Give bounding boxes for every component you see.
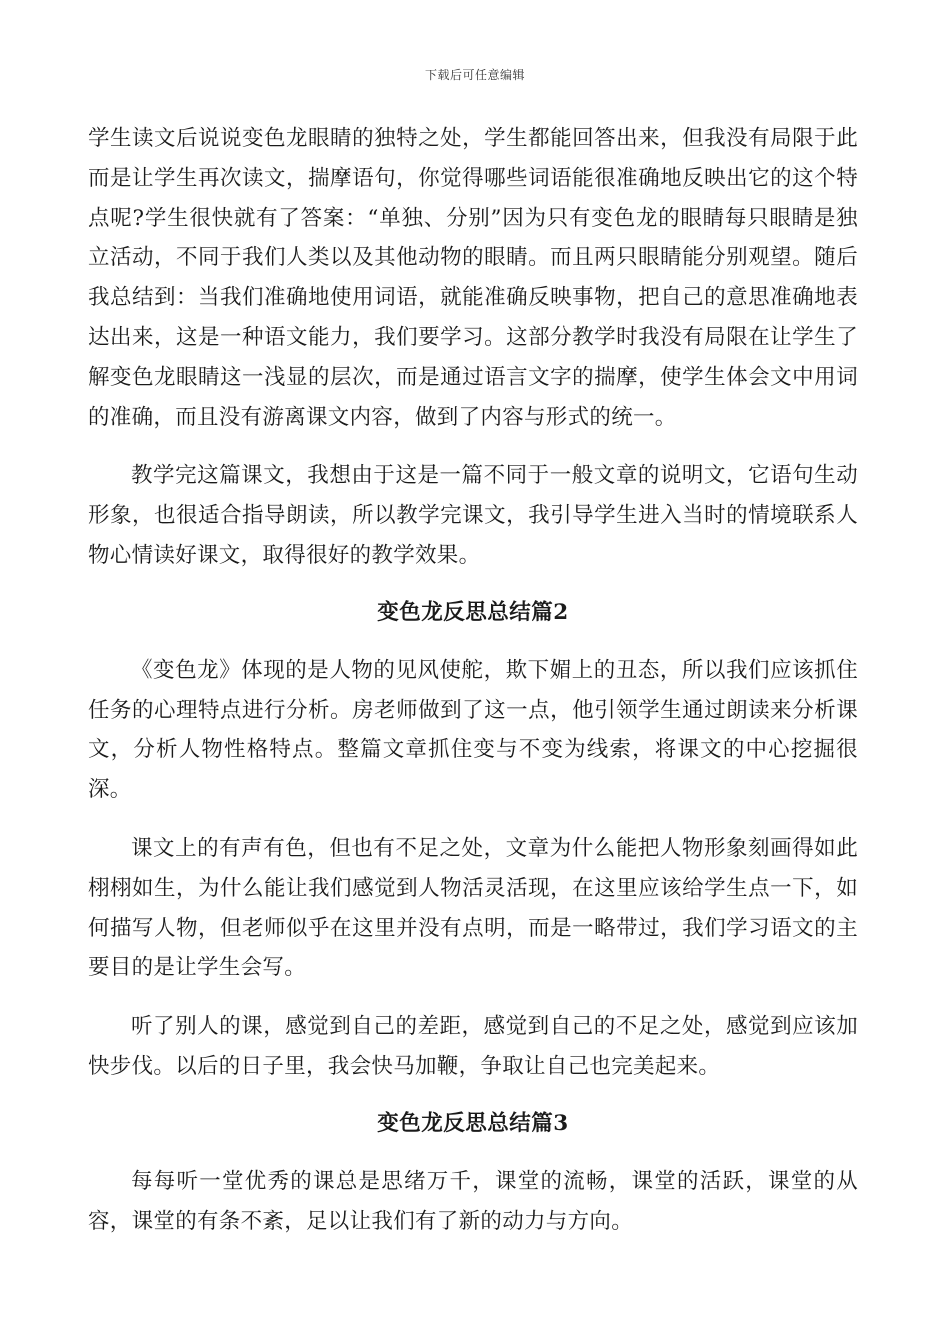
- body-paragraph: 教学完这篇课文，我想由于这是一篇不同于一般文章的说明文，它语句生动形象，也很适合指导朗读，所以教学完课文，我引导学生进入当时的情境联系人物心情读好课文，取得很好的教学效果。: [88, 463, 858, 568]
- section-heading: 变色龙反思总结篇3: [377, 1110, 569, 1136]
- page-header: 下载后可任意编辑: [424, 68, 525, 82]
- document-body: [88, 119, 858, 1260]
- body-paragraph: 《变色龙》体现的是人物的见风使舵，欺下媚上的丑态，所以我们应该抓住任务的心理特点进行分析。房老师做到了这一点，他引领学生通过朗读来分析课文，分析人物性格特点。整篇文章抓住变与不变为线索，将课文的中心挖掘很深。: [88, 657, 858, 803]
- body-paragraph: 课文上的有声有色，但也有不足之处，文章为什么能把人物形象刻画得如此栩栩如生，为什么能让我们感觉到人物活灵活现，在这里应该给学生点一下，如何描写人物，但老师似乎在这里并没有点明，而是一略带过，我们学习语文的主要目的是让学生会写。: [88, 835, 858, 981]
- body-paragraph: 学生读文后说说变色龙眼睛的独特之处，学生都能回答出来，但我没有局限于此而是让学生再次读文，揣摩语句，你觉得哪些词语能很准确地反映出它的这个特点呢?学生很快就有了答案：“单独、分别”因为只有变色龙的眼睛每只眼睛是独立活动，不同于我们人类以及其他动物的眼睛。而且两只眼睛能分别观望。随后我总结到：当我们准确地使用词语，就能准确反映事物，把自己的意思准确地表达出来，这是一种语文能力，我们要学习。这部分教学时我没有局限在让学生了解变色龙眼睛这一浅显的层次，而是通过语言文字的揣摩，使学生体会文中用词的准确，而且没有游离课文内容，做到了内容与形式的统一。: [88, 126, 858, 430]
- body-paragraph: 听了别人的课，感觉到自己的差距，感觉到自己的不足之处，感觉到应该加快步伐。以后的日子里，我会快马加鞭，争取让自己也完美起来。: [88, 1014, 858, 1079]
- section-heading: 变色龙反思总结篇2: [377, 599, 569, 625]
- body-paragraph: 每每听一堂优秀的课总是思绪万千，课堂的流畅，课堂的活跃，课堂的从容，课堂的有条不紊，足以让我们有了新的动力与方向。: [88, 1168, 858, 1234]
